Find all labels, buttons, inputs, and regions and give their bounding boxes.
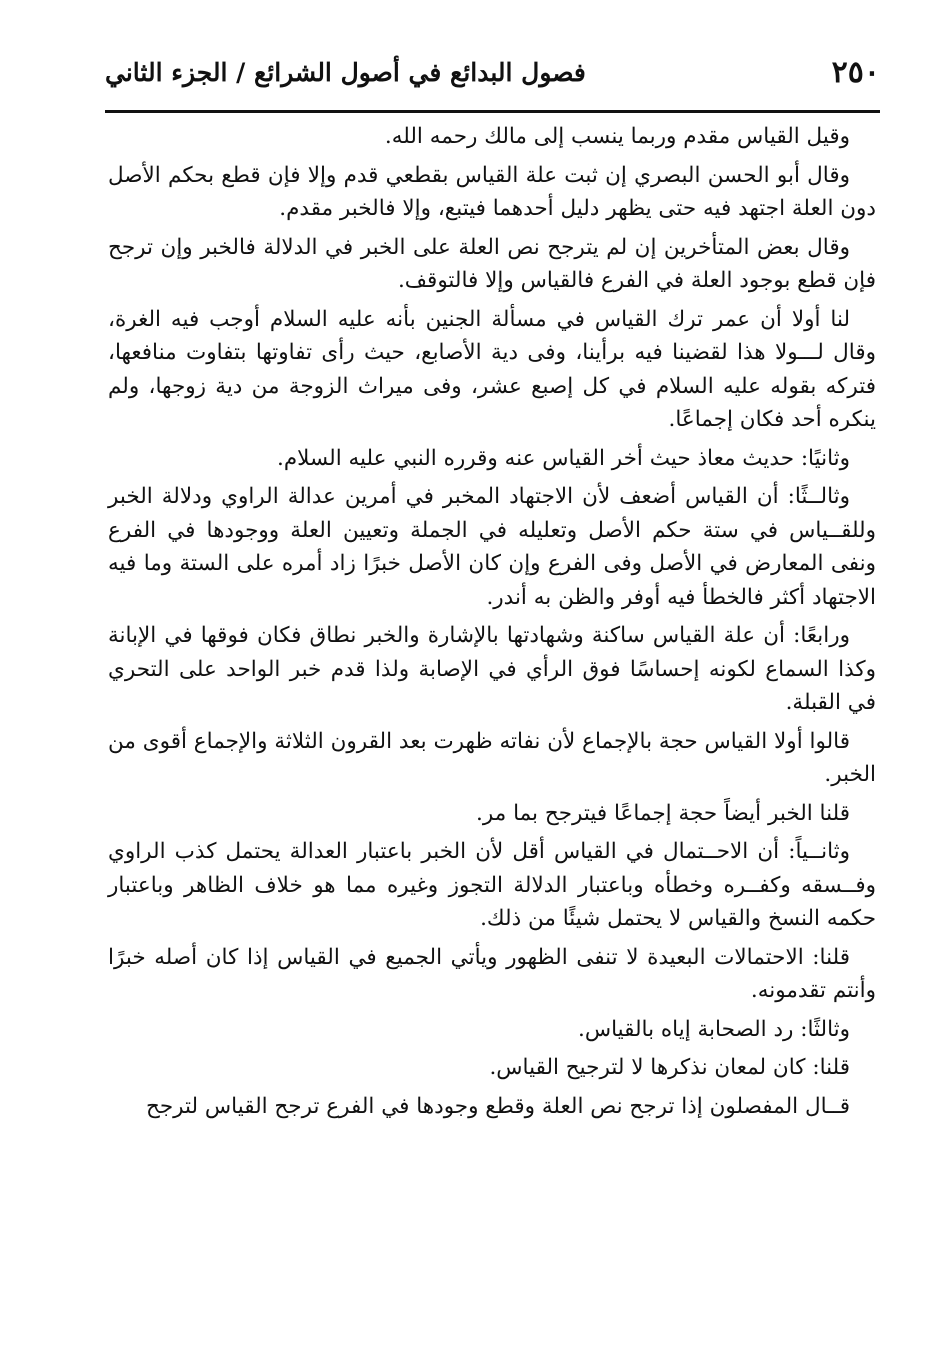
- paragraph-8: قالوا أولا القياس حجة بالإجماع لأن نفاته ظهرت بعد القرون الثلاثة والإجماع أقوى من الخبر.: [108, 728, 876, 787]
- paragraph-1: وقيل القياس مقدم وربما ينسب إلى مالك رحمه الله.: [384, 124, 850, 149]
- running-title: فصول البدائع في أصول الشرائع / الجزء الثاني: [105, 58, 586, 87]
- paragraph-6: وثالــثًا: أن القياس أضعف لأن الاجتهاد المخبر في أمرين عدالة الراوي ودلالة الخبر وللقــياس في ستة حكم الأصل وتعليله في الجملة وتعيين العلة ووجودها في الفرع ونفى المعارض في الأصل وفى الفرع وإن كان الأصل خبرًا زاد أمره على الستة وما فيه الاجتهاد أكثر فالخطأ فيه أوفر والظن به أندر.: [108, 484, 876, 610]
- paragraph-11: قلنا: الاحتمالات البعيدة لا تنفى الظهور ويأتي الجميع في القياس إذا كان أصله خبرًا وأنتم تقدمونه.: [108, 944, 876, 1003]
- page-header: [105, 52, 880, 104]
- paragraph-14: قــال المفصلون إذا ترجح نص العلة وقطع وجودها في الفرع ترجح القياس لترجح: [146, 1093, 850, 1119]
- paragraph-2: وقال أبو الحسن البصري إن ثبت علة القياس بقطعي قدم وإلا فإن قطع بحكم الأصل دون العلة اجتهد فيه حتى يظهر دليل أحدهما فيتبع، وإلا فالخبر مقدم.: [108, 162, 876, 221]
- paragraph-3: وقال بعض المتأخرين إن لم يترجح نص العلة على الخبر في الدلالة فالخبر وإن ترجح فإن قطع بوجود العلة في الفرع فالقياس وإلا فالتوقف.: [108, 234, 876, 293]
- paragraph-12: وثالثًا: رد الصحابة إياه بالقياس.: [577, 1016, 850, 1042]
- page-number: ٢٥٠: [831, 55, 880, 90]
- paragraph-7: ورابعًا: أن علة القياس ساكنة وشهادتها بالإشارة والخبر نطاق فكان فوقها في الإبانة وكذا السماع لكونه إحساسًا فوق الرأي في الإصابة ولذا قدم خبر الواحد على التحري في القبلة.: [108, 623, 876, 715]
- body-text: [108, 120, 876, 1128]
- paragraph-4: لنا أولا أن عمر ترك القياس في مسألة الجنين بأنه عليه السلام أوجب فيه الغرة، وقال لـــولا هذا لقضينا فيه برأينا، وفى دية الأصابع، حيث رأى تفاوتها بتفاوت منافعها، فتركه بقوله عليه السلام في كل إصبع عشر، وفى ميراث الزوجة من دية زوجها، ولم ينكره أحد فكان إجماعًا.: [108, 306, 876, 432]
- paragraph-10: وثانــياً: أن الاحــتمال في القياس أقل لأن الخبر باعتبار العدالة يحتمل كذب الراوي وفــسقه وكفــره وخطأه وباعتبار الدلالة التجوز وغيره مما هو خلاف الظاهر وباعتبار حكمه النسخ والقياس لا يحتمل شيئًا من ذلك.: [108, 839, 876, 931]
- paragraph-9: قلنا الخبر أيضاً حجة إجماعًا فيترجح بما مر.: [476, 800, 850, 826]
- paragraph-13: قلنا: كان لمعان نذكرها لا لترجيح القياس.: [489, 1055, 850, 1080]
- paragraph-5: وثانيًا: حديث معاذ حيث أخر القياس عنه وقرره النبي عليه السلام.: [277, 445, 850, 471]
- header-divider: [105, 110, 880, 113]
